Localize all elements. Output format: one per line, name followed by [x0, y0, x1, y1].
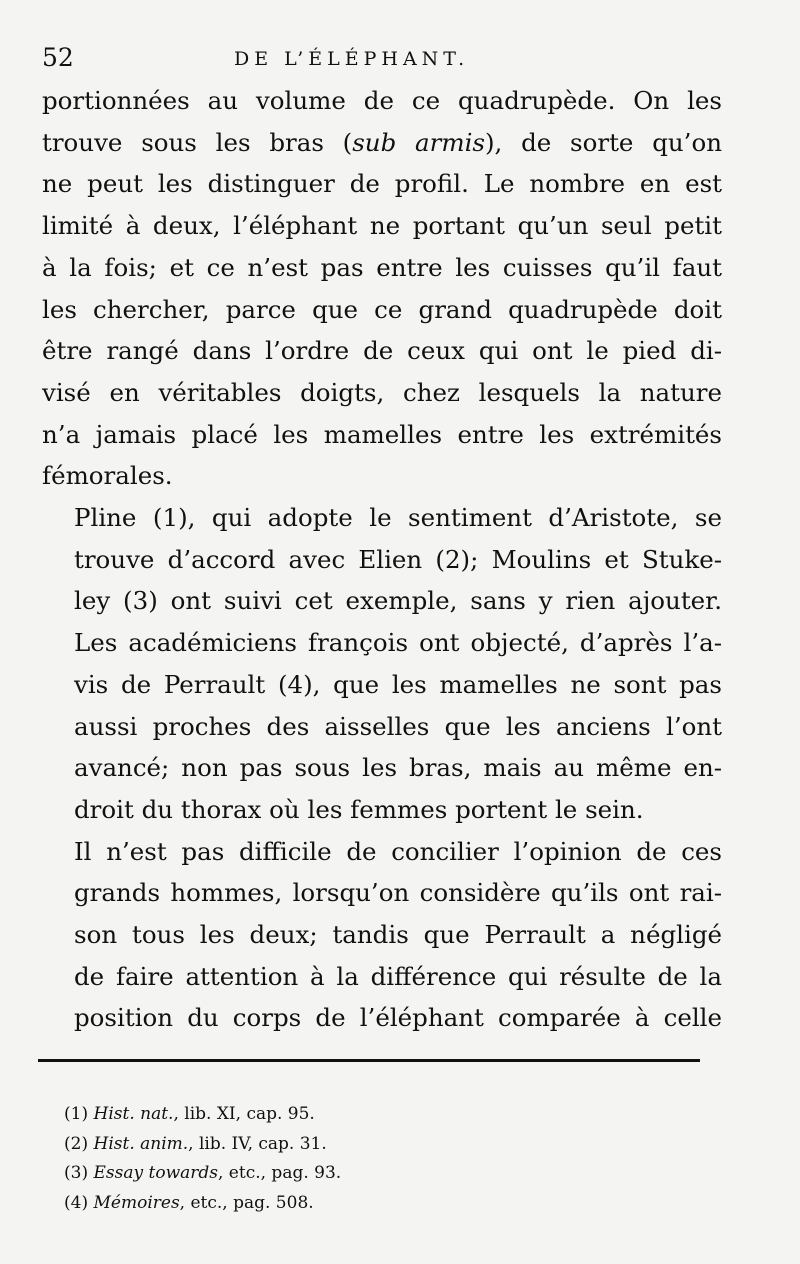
- text-line: trouve sous les bras (sub armis), de sorte qu’on: [42, 127, 722, 157]
- text-line: n’a jamais placé les mamelles entre les extrémités: [42, 419, 722, 449]
- latin-phrase: sub armis: [352, 127, 485, 157]
- text-line: aussi proches des aisselles que les anciens l’ont: [74, 711, 722, 741]
- text-line: être rangé dans l’ordre de ceux qui ont le pied di-: [42, 336, 722, 366]
- paragraph: [42, 80, 722, 497]
- text-line: droit du thorax où les femmes portent le sein.: [74, 794, 644, 824]
- text-line: trouve d’accord avec Elien (2); Moulins et Stuke-: [74, 544, 722, 574]
- text-line: Il n’est pas difficile de concilier l’opinion de ces: [74, 836, 722, 866]
- text-line: ley (3) ont suivi cet exemple, sans y rien ajouter.: [74, 586, 722, 616]
- text-line: fémorales.: [42, 461, 173, 491]
- text-line: vis de Perrault (4), que les mamelles ne sont pas: [74, 669, 722, 699]
- footnote: (1) Hist. nat., lib. XI, cap. 95.: [64, 1104, 315, 1124]
- text-line: Les académiciens françois ont objecté, d’après l’a-: [74, 628, 722, 658]
- text-line: visé en véritables doigts, chez lesquels la nature: [42, 377, 722, 407]
- text-line: à la fois; et ce n’est pas entre les cuisses qu’il faut: [42, 252, 722, 282]
- text-line: Pline (1), qui adopte le sentiment d’Aristote, se: [74, 503, 722, 533]
- text-line: ne peut les distinguer de profil. Le nombre en est: [42, 169, 722, 199]
- text-line: avancé; non pas sous les bras, mais au même en-: [74, 753, 722, 783]
- paragraph: [42, 497, 722, 831]
- text-line: grands hommes, lorsqu’on considère qu’ils ont rai-: [74, 878, 722, 908]
- text-line: les chercher, parce que ce grand quadrupède doit: [42, 294, 722, 324]
- page-header: [42, 40, 762, 80]
- running-head: DE L’ÉLÉPHANT.: [234, 48, 470, 70]
- text-line: son tous les deux; tandis que Perrault a négligé: [74, 920, 722, 950]
- footnote: (4) Mémoires, etc., pag. 508.: [64, 1192, 314, 1213]
- footnote-divider: [38, 1059, 700, 1062]
- text-line: position du corps de l’éléphant comparée à celle: [74, 1003, 722, 1033]
- page-number: 52: [42, 43, 74, 72]
- text-line: portionnées au volume de ce quadrupède. On les: [42, 86, 722, 115]
- footnote: (2) Hist. anim., lib. IV, cap. 31.: [64, 1133, 327, 1154]
- body-text: [42, 80, 722, 1039]
- footnotes: [64, 1100, 704, 1218]
- paragraph: [42, 831, 722, 1040]
- text-line: de faire attention à la différence qui résulte de la: [74, 961, 722, 991]
- text-line: limité à deux, l’éléphant ne portant qu’un seul petit: [42, 211, 722, 241]
- footnote: (3) Essay towards, etc., pag. 93.: [64, 1163, 342, 1183]
